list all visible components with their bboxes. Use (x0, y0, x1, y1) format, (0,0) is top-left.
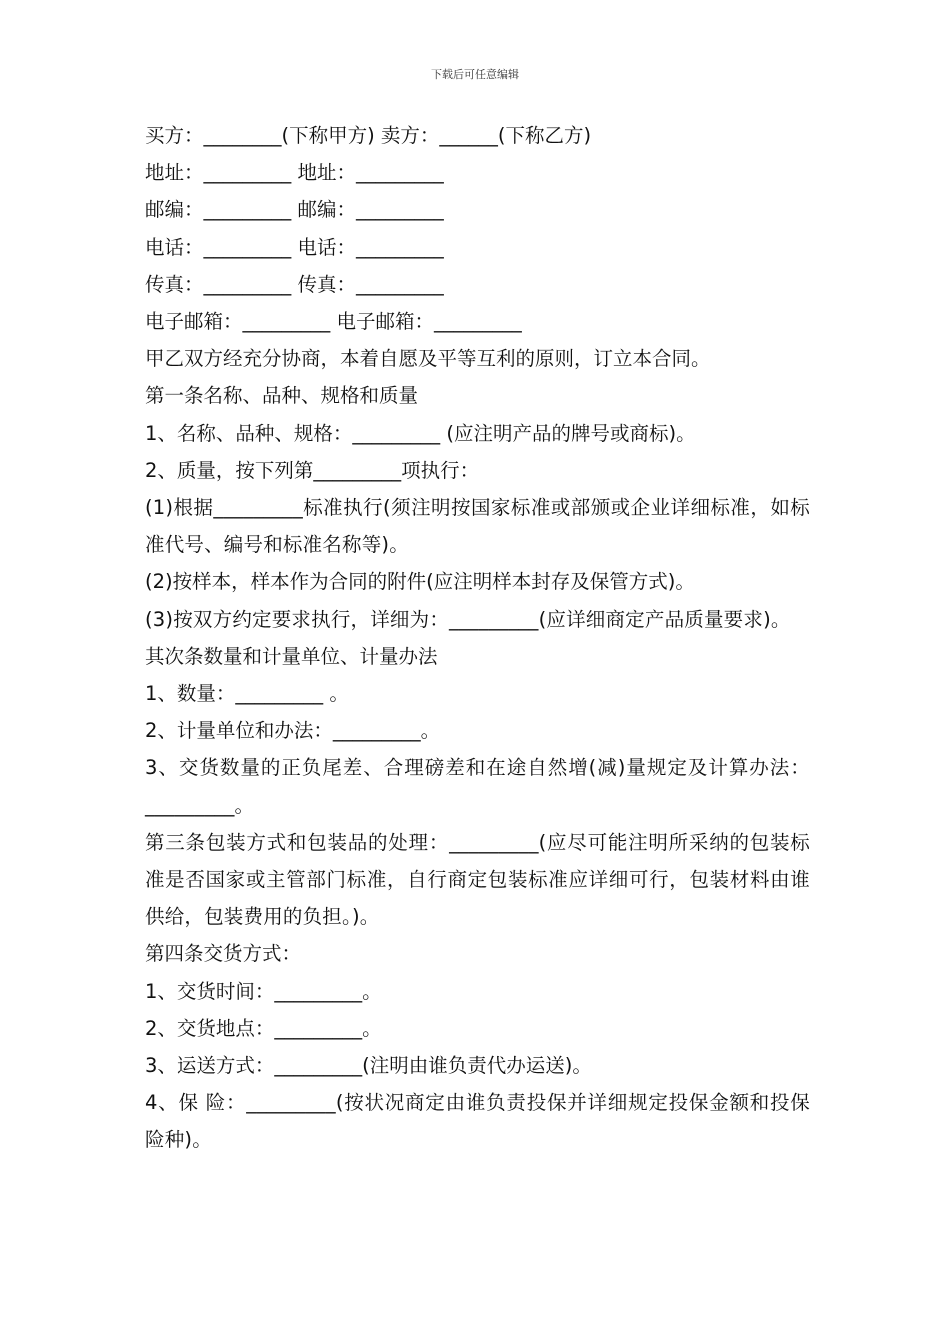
article-4-item-4: 4、保 险：_________(按状况商定由谁负责投保并详细规定投保金额和投保险种)。 (145, 1091, 810, 1152)
article-4-item-1: 1、交货时间：_________。 (145, 979, 382, 1003)
header-note: 下载后可任意编辑 (431, 68, 519, 81)
article-2-item-1: 1、数量：_________ 。 (145, 682, 349, 706)
article-1-heading: 第一条名称、品种、规格和质量 (145, 384, 419, 408)
email-line: 电子邮箱：_________ 电子邮箱：_________ (145, 310, 522, 334)
article-3-paragraph: 第三条包装方式和包装品的处理：_________(应尽可能注明所采纳的包装标准是否国家或主管部门标准，自行商定包装标准应详细可行，包装材料由谁供给，包装费用的负担。)。 (145, 830, 810, 929)
article-2-heading: 其次条数量和计量单位、计量办法 (145, 644, 438, 668)
article-1-option-3: (3)按双方约定要求执行，详细为：_________(应详细商定产品质量要求)。 (145, 607, 791, 631)
address-line: 地址：_________ 地址：_________ (145, 161, 444, 185)
article-2-item-2: 2、计量单位和办法：_________。 (145, 719, 441, 743)
article-1-option-2: (2)按样本，样本作为合同的附件(应注明样本封存及保管方式)。 (145, 570, 695, 594)
article-4-item-2: 2、交货地点：_________。 (145, 1016, 382, 1040)
article-1-item-1: 1、名称、品种、规格：_________ (应注明产品的牌号或商标)。 (145, 421, 696, 445)
fax-line: 传真：_________ 传真：_________ (145, 272, 444, 296)
article-1-item-2: 2、质量，按下列第_________项执行： (145, 458, 480, 482)
contract-body (145, 117, 810, 1159)
postcode-line: 邮编：_________ 邮编：_________ (145, 198, 444, 222)
phone-line: 电话：_________ 电话：_________ (145, 235, 444, 259)
article-4-item-3: 3、运送方式：_________(注明由谁负责代办运送)。 (145, 1054, 592, 1078)
article-1-option-1: (1)根据_________标准执行(须注明按国家标准或部颁或企业详细标准，如标准代号、编号和标准名称等)。 (145, 496, 810, 557)
buyer-seller-line: 买方：________(下称甲方) 卖方：______(下称乙方) (145, 124, 592, 147)
agreement-statement: 甲乙双方经充分协商，本着自愿及平等互利的原则，订立本合同。 (145, 347, 711, 371)
article-4-heading: 第四条交货方式： (145, 942, 302, 966)
article-2-item-3: 3、交货数量的正负尾差、合理磅差和在途自然增(减)量规定及计算办法：_________。 (145, 756, 810, 817)
